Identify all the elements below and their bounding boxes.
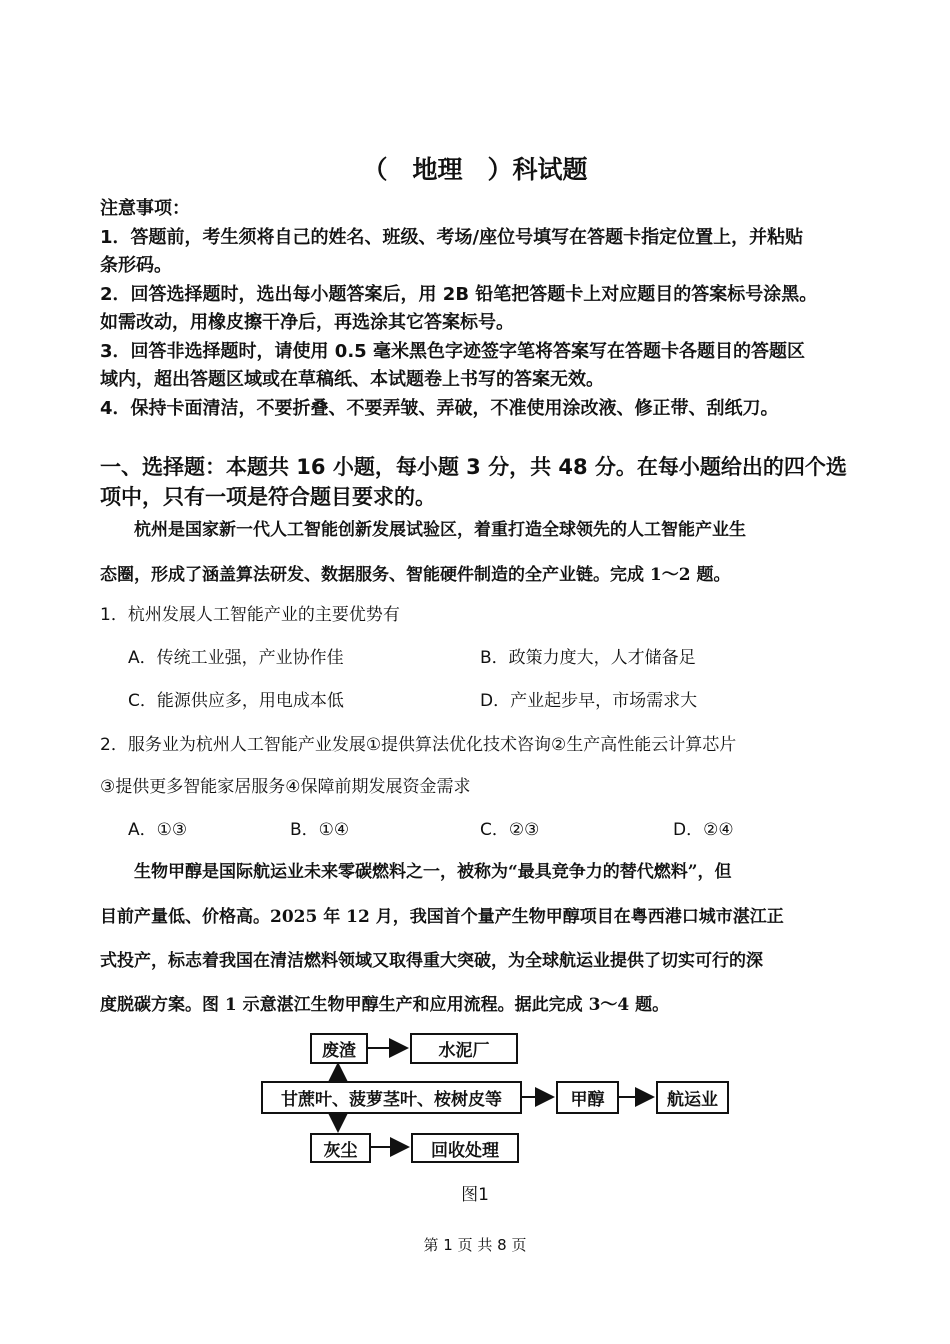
note-1-line-2: 条形码。	[100, 255, 172, 276]
box-methanol: 甲醇	[556, 1081, 619, 1114]
question-1-option-b: B．政策力度大，人才储备足	[480, 648, 696, 668]
section-heading-line-2: 项中，只有一项是符合题目要求的。	[100, 485, 436, 509]
note-2-line-1: 2．回答选择题时，选出每小题答案后，用 2B 铅笔把答题卡上对应题目的答案标号涂黑。	[100, 284, 818, 305]
question-2-option-d: D．②④	[673, 820, 734, 840]
note-3-line-2: 域内，超出答题区域或在草稿纸、本试题卷上书写的答案无效。	[100, 369, 604, 390]
question-1-stem: 1．杭州发展人工智能产业的主要优势有	[100, 605, 400, 625]
question-1-option-d: D．产业起步早，市场需求大	[480, 691, 698, 711]
box-shipping: 航运业	[656, 1081, 729, 1114]
material-1-line-2: 态圈，形成了涵盖算法研发、数据服务、智能硬件制造的全产业链。完成 1～2 题。	[100, 565, 731, 585]
page-title: （ 地理 ）科试题	[362, 155, 588, 184]
material-2-line-2: 目前产量低、价格高。2025 年 12 月，我国首个量产生物甲醇项目在粤西港口城市湛江正	[100, 907, 784, 927]
page-footer: 第 1 页 共 8 页	[423, 1236, 527, 1254]
note-1-line-1: 1．答题前，考生须将自己的姓名、班级、考场/座位号填写在答题卡指定位置上，并粘贴	[100, 227, 804, 248]
material-2-line-3: 式投产，标志着我国在清洁燃料领域又取得重大突破，为全球航运业提供了切实可行的深	[100, 951, 763, 971]
question-1-option-c: C．能源供应多，用电成本低	[128, 691, 344, 711]
question-2-stem-line-2: ③提供更多智能家居服务④保障前期发展资金需求	[100, 777, 471, 797]
box-waste: 废渣	[310, 1033, 368, 1064]
box-cement: 水泥厂	[410, 1033, 518, 1064]
box-recycle: 回收处理	[411, 1133, 519, 1163]
figure-caption: 图1	[461, 1185, 489, 1205]
question-2-option-c: C．②③	[480, 820, 540, 840]
note-3-line-1: 3．回答非选择题时，请使用 0.5 毫米黑色字迹签字笔将答案写在答题卡各题目的答题区	[100, 341, 805, 362]
question-2-option-b: B．①④	[290, 820, 350, 840]
box-raw-materials: 甘蔗叶、菠萝茎叶、桉树皮等	[261, 1081, 522, 1114]
question-1-option-a: A．传统工业强，产业协作佳	[128, 648, 344, 668]
notes-heading: 注意事项：	[100, 198, 190, 219]
question-2-stem-line-1: 2．服务业为杭州人工智能产业发展①提供算法优化技术咨询②生产高性能云计算芯片	[100, 735, 737, 755]
question-2-option-a: A．①③	[128, 820, 188, 840]
section-heading-line-1: 一、选择题：本题共 16 小题，每小题 3 分，共 48 分。在每小题给出的四个选	[100, 455, 847, 479]
material-1-line-1: 杭州是国家新一代人工智能创新发展试验区，着重打造全球领先的人工智能产业生	[100, 520, 746, 540]
material-2-line-4: 度脱碳方案。图 1 示意湛江生物甲醇生产和应用流程。据此完成 3～4 题。	[100, 995, 670, 1015]
box-dust: 灰尘	[310, 1133, 371, 1163]
material-2-line-1: 生物甲醇是国际航运业未来零碳燃料之一，被称为“最具竞争力的替代燃料”，但	[100, 862, 732, 882]
note-2-line-2: 如需改动，用橡皮擦干净后，再选涂其它答案标号。	[100, 312, 514, 333]
note-4-line-1: 4．保持卡面清洁，不要折叠、不要弄皱、弄破，不准使用涂改液、修正带、刮纸刀。	[100, 398, 779, 419]
